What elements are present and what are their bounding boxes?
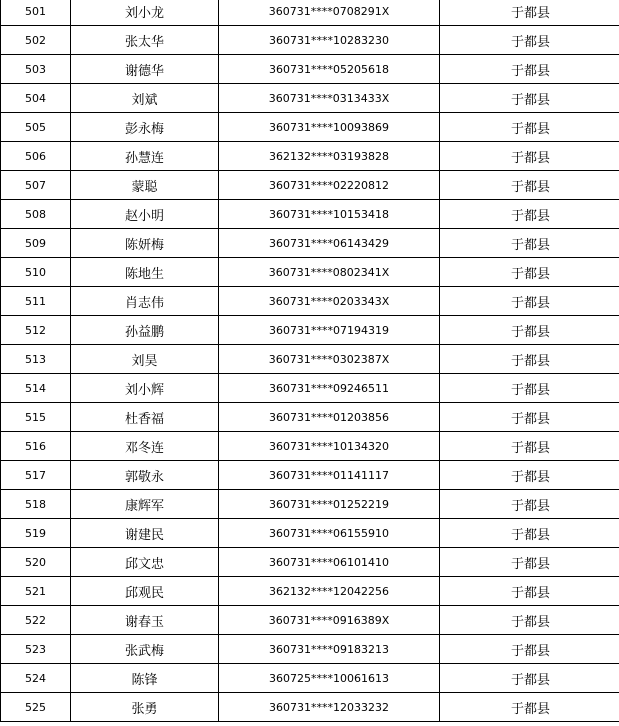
name-cell: 陈地生 xyxy=(71,258,219,287)
county-cell: 于都县 xyxy=(440,258,619,287)
name-cell: 孙慧连 xyxy=(71,142,219,171)
table-row xyxy=(1,374,619,403)
id-number-cell: 360731****10093869 xyxy=(219,113,440,142)
row-number-cell: 516 xyxy=(1,432,71,461)
county-cell: 于都县 xyxy=(440,229,619,258)
name-cell: 邱观民 xyxy=(71,577,219,606)
table-row xyxy=(1,84,619,113)
row-number-cell: 524 xyxy=(1,664,71,693)
county-cell: 于都县 xyxy=(440,606,619,635)
id-number-cell: 360731****0708291X xyxy=(219,0,440,26)
id-number-cell: 360731****0916389X xyxy=(219,606,440,635)
id-number-cell: 360731****01203856 xyxy=(219,403,440,432)
row-number-cell: 518 xyxy=(1,490,71,519)
row-number-cell: 514 xyxy=(1,374,71,403)
county-cell: 于都县 xyxy=(440,374,619,403)
table-row xyxy=(1,606,619,635)
name-cell: 康辉军 xyxy=(71,490,219,519)
table-row xyxy=(1,113,619,142)
table-row xyxy=(1,26,619,55)
name-cell: 张武梅 xyxy=(71,635,219,664)
county-cell: 于都县 xyxy=(440,113,619,142)
county-cell: 于都县 xyxy=(440,577,619,606)
id-number-cell: 360731****0802341X xyxy=(219,258,440,287)
name-cell: 张太华 xyxy=(71,26,219,55)
row-number-cell: 523 xyxy=(1,635,71,664)
row-number-cell: 505 xyxy=(1,113,71,142)
name-cell: 刘昊 xyxy=(71,345,219,374)
id-number-cell: 360731****10153418 xyxy=(219,200,440,229)
county-cell: 于都县 xyxy=(440,664,619,693)
name-cell: 刘斌 xyxy=(71,84,219,113)
table-row xyxy=(1,345,619,374)
row-number-cell: 502 xyxy=(1,26,71,55)
name-cell: 谢春玉 xyxy=(71,606,219,635)
roster-table-body xyxy=(1,0,619,722)
name-cell: 彭永梅 xyxy=(71,113,219,142)
row-number-cell: 522 xyxy=(1,606,71,635)
id-number-cell: 360731****10283230 xyxy=(219,26,440,55)
table-row xyxy=(1,432,619,461)
table-row xyxy=(1,693,619,722)
name-cell: 赵小明 xyxy=(71,200,219,229)
id-number-cell: 360731****07194319 xyxy=(219,316,440,345)
table-row xyxy=(1,287,619,316)
name-cell: 孙益鹏 xyxy=(71,316,219,345)
table-row xyxy=(1,490,619,519)
row-number-cell: 504 xyxy=(1,84,71,113)
county-cell: 于都县 xyxy=(440,171,619,200)
county-cell: 于都县 xyxy=(440,519,619,548)
row-number-cell: 509 xyxy=(1,229,71,258)
row-number-cell: 503 xyxy=(1,55,71,84)
name-cell: 蒙聪 xyxy=(71,171,219,200)
row-number-cell: 513 xyxy=(1,345,71,374)
county-cell: 于都县 xyxy=(440,461,619,490)
row-number-cell: 512 xyxy=(1,316,71,345)
id-number-cell: 360731****0203343X xyxy=(219,287,440,316)
id-number-cell: 360731****12033232 xyxy=(219,693,440,722)
table-row xyxy=(1,229,619,258)
county-cell: 于都县 xyxy=(440,548,619,577)
id-number-cell: 362132****03193828 xyxy=(219,142,440,171)
row-number-cell: 520 xyxy=(1,548,71,577)
county-cell: 于都县 xyxy=(440,84,619,113)
name-cell: 张勇 xyxy=(71,693,219,722)
id-number-cell: 360731****06101410 xyxy=(219,548,440,577)
table-row xyxy=(1,55,619,84)
county-cell: 于都县 xyxy=(440,26,619,55)
row-number-cell: 519 xyxy=(1,519,71,548)
table-row xyxy=(1,142,619,171)
table-row xyxy=(1,0,619,26)
id-number-cell: 360725****10061613 xyxy=(219,664,440,693)
county-cell: 于都县 xyxy=(440,142,619,171)
name-cell: 刘小龙 xyxy=(71,0,219,26)
id-number-cell: 360731****0313433X xyxy=(219,84,440,113)
id-number-cell: 360731****01141117 xyxy=(219,461,440,490)
table-row xyxy=(1,171,619,200)
table-row xyxy=(1,403,619,432)
id-number-cell: 360731****10134320 xyxy=(219,432,440,461)
table-row xyxy=(1,200,619,229)
name-cell: 郭敬永 xyxy=(71,461,219,490)
name-cell: 陈妍梅 xyxy=(71,229,219,258)
county-cell: 于都县 xyxy=(440,635,619,664)
id-number-cell: 362132****12042256 xyxy=(219,577,440,606)
row-number-cell: 515 xyxy=(1,403,71,432)
id-number-cell: 360731****09246511 xyxy=(219,374,440,403)
row-number-cell: 521 xyxy=(1,577,71,606)
county-cell: 于都县 xyxy=(440,345,619,374)
id-number-cell: 360731****06155910 xyxy=(219,519,440,548)
county-cell: 于都县 xyxy=(440,432,619,461)
row-number-cell: 507 xyxy=(1,171,71,200)
id-number-cell: 360731****0302387X xyxy=(219,345,440,374)
county-cell: 于都县 xyxy=(440,200,619,229)
name-cell: 谢建民 xyxy=(71,519,219,548)
row-number-cell: 506 xyxy=(1,142,71,171)
table-row xyxy=(1,519,619,548)
id-number-cell: 360731****02220812 xyxy=(219,171,440,200)
name-cell: 刘小辉 xyxy=(71,374,219,403)
county-cell: 于都县 xyxy=(440,0,619,26)
county-cell: 于都县 xyxy=(440,55,619,84)
name-cell: 谢德华 xyxy=(71,55,219,84)
name-cell: 肖志伟 xyxy=(71,287,219,316)
name-cell: 邱文忠 xyxy=(71,548,219,577)
county-cell: 于都县 xyxy=(440,403,619,432)
id-number-cell: 360731****09183213 xyxy=(219,635,440,664)
table-row xyxy=(1,461,619,490)
id-number-cell: 360731****01252219 xyxy=(219,490,440,519)
row-number-cell: 501 xyxy=(1,0,71,26)
county-cell: 于都县 xyxy=(440,693,619,722)
table-row xyxy=(1,577,619,606)
id-number-cell: 360731****05205618 xyxy=(219,55,440,84)
id-number-cell: 360731****06143429 xyxy=(219,229,440,258)
name-cell: 杜香福 xyxy=(71,403,219,432)
name-cell: 陈锋 xyxy=(71,664,219,693)
table-row xyxy=(1,664,619,693)
row-number-cell: 510 xyxy=(1,258,71,287)
table-row xyxy=(1,548,619,577)
table-row xyxy=(1,316,619,345)
county-cell: 于都县 xyxy=(440,490,619,519)
row-number-cell: 508 xyxy=(1,200,71,229)
row-number-cell: 511 xyxy=(1,287,71,316)
row-number-cell: 517 xyxy=(1,461,71,490)
county-cell: 于都县 xyxy=(440,287,619,316)
row-number-cell: 525 xyxy=(1,693,71,722)
table-row xyxy=(1,258,619,287)
table-row xyxy=(1,635,619,664)
county-cell: 于都县 xyxy=(440,316,619,345)
name-cell: 邓冬连 xyxy=(71,432,219,461)
